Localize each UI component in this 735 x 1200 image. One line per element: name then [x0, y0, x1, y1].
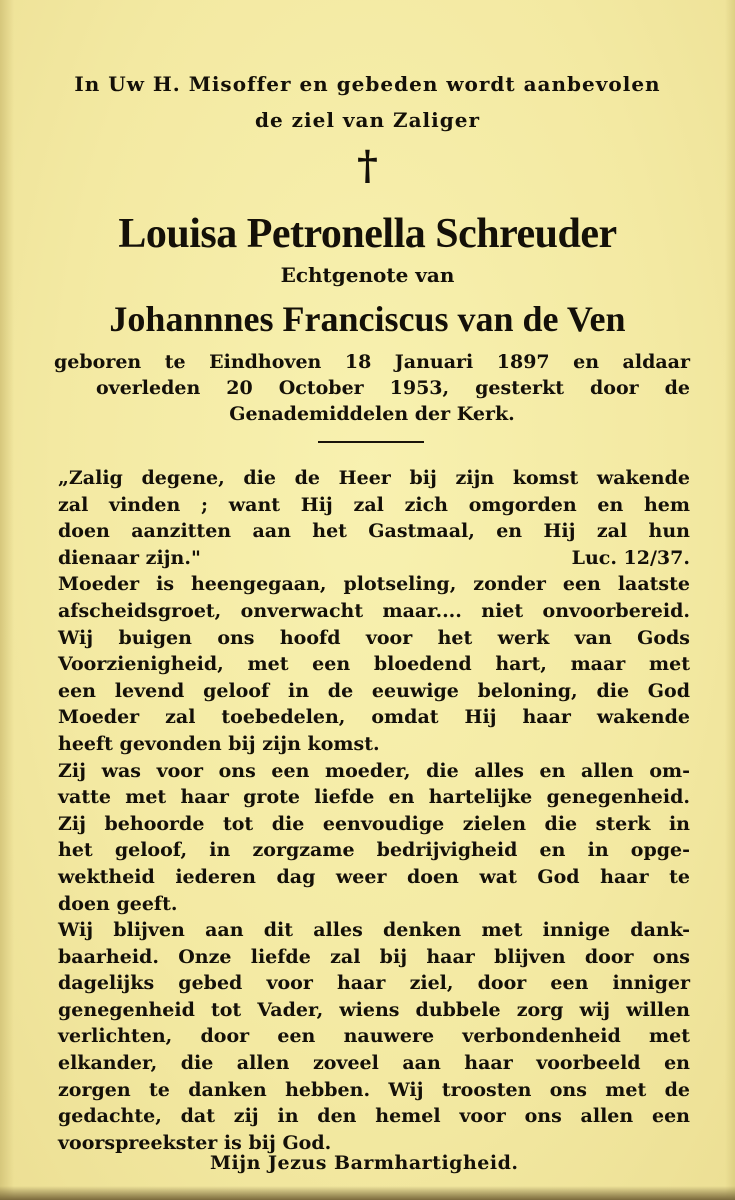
paragraph-line: wektheid iederen dag weer doen wat God haar te [58, 865, 690, 888]
paragraph-line: dagelijks gebed voor haar ziel, door een inniger [58, 972, 690, 995]
card-edge-bottom [0, 1186, 735, 1200]
dates-line-1: geboren te Eindhoven 18 Januari 1897 en aldaar [54, 351, 690, 373]
birth-death-dates [54, 349, 690, 427]
paragraph-line: verlichten, door een nauwere verbondenheid met [58, 1025, 690, 1048]
dates-line-3: Genademiddelen der Kerk. [229, 403, 515, 425]
intro-line-1: In Uw H. Misoffer en gebeden wordt aanbevolen [74, 72, 661, 96]
paragraph-line: Moeder is heengegaan, plotseling, zonder een laatste [58, 573, 690, 596]
paragraph-line: een levend geloof in de eeuwige beloning, die God [58, 679, 690, 702]
verse-line: dienaar zijn." [58, 546, 201, 569]
paragraph-line: gedachte, dat zij in den hemel voor ons allen een [58, 1105, 690, 1128]
paragraph-line: zorgen te danken hebben. Wij troosten ons met de [58, 1078, 690, 1101]
paragraph-line: heeft gevonden bij zijn komst. [58, 732, 380, 755]
intro-text [40, 66, 695, 138]
dates-line-2: overleden 20 October 1953, gesterkt door de [96, 377, 690, 399]
paragraph-line: doen geeft. [58, 892, 178, 915]
verse-reference: Luc. 12/37. [571, 546, 690, 569]
paragraph-line: afscheidsgroet, onverwacht maar.... niet onvoorbereid. [58, 599, 690, 622]
paragraph-line: baarheid. Onze liefde zal bij haar blijven door ons [58, 945, 690, 968]
divider-rule [318, 441, 424, 443]
closing-prayer: Mijn Jezus Barmhartigheid. [210, 1152, 519, 1174]
paragraph-line: Voorzienigheid, met een bloedend hart, maar met [58, 653, 690, 676]
verse-line: „Zalig degene, die de Heer bij zijn komst wakende [58, 467, 690, 489]
paragraph-line: Wij buigen ons hoofd voor het werk van Gods [58, 626, 690, 649]
intro-line-2: de ziel van Zaliger [255, 108, 480, 132]
paragraph-line: Moeder zal toebedelen, omdat Hij haar wakende [58, 706, 690, 729]
paragraph-line: vatte met haar grote liefde en hartelijke genegenheid. [58, 786, 690, 809]
verse-line: doen aanzitten aan het Gastmaal, en Hij zal hun [58, 520, 690, 543]
spouse-label: Echtgenote van [280, 263, 455, 287]
paragraph-line: Zij was voor ons een moeder, die alles en allen om- [58, 759, 690, 782]
paragraph-line: het geloof, in zorgzame bedrijvigheid en in opge- [58, 839, 690, 862]
cross-icon: † [357, 142, 378, 189]
memorial-text [58, 465, 690, 1156]
paragraph-line: voorspreekster is bij God. [58, 1131, 332, 1154]
paragraph-line: Zij behoorde tot die eenvoudige zielen die sterk in [58, 812, 690, 835]
paragraph-line: genegenheid tot Vader, wiens dubbele zorg wij willen [58, 998, 690, 1021]
verse-last-line [58, 545, 690, 572]
paragraph-line: Wij blijven aan dit alles denken met innige dank- [58, 919, 690, 942]
spouse-name: Johannnes Franciscus van de Ven [109, 299, 626, 339]
verse-line: zal vinden ; want Hij zal zich omgorden en hem [58, 493, 690, 516]
paragraph-line: elkander, die allen zoveel aan haar voorbeeld en [58, 1052, 690, 1075]
deceased-name: Louisa Petronella Schreuder [118, 211, 617, 257]
